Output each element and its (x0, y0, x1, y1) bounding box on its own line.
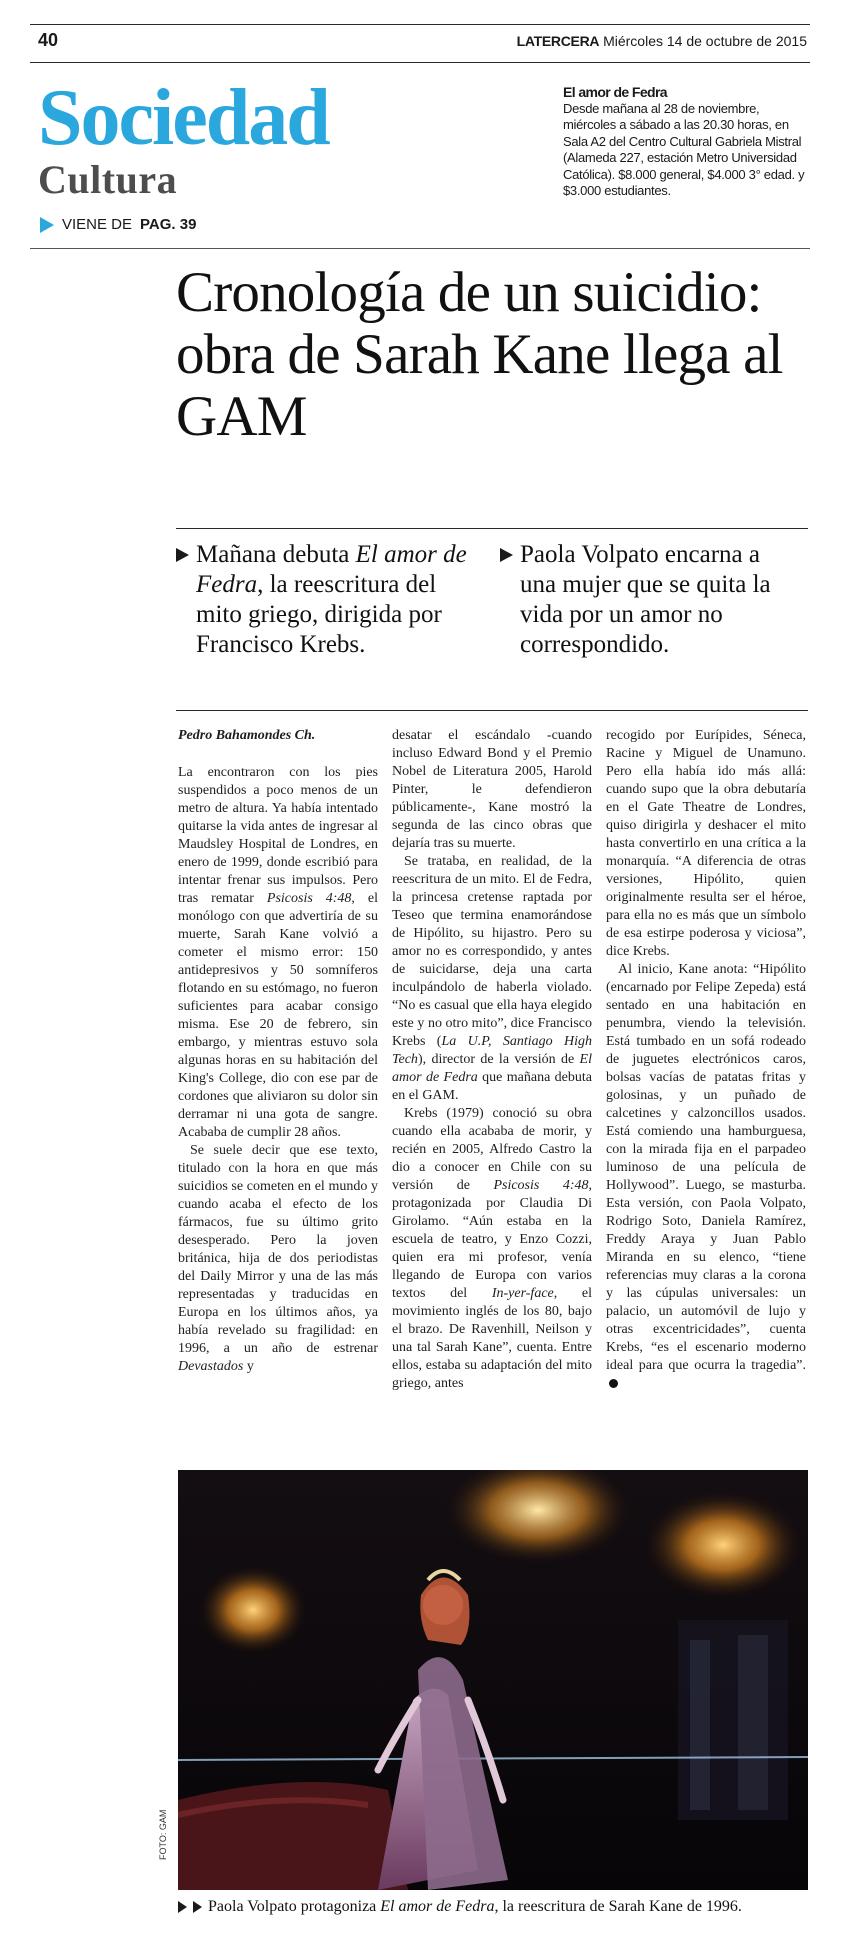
article-column-2 (392, 727, 592, 1393)
byline: Pedro Bahamondes Ch. (178, 728, 316, 743)
paragraph-1: La encontraron con los pies suspendidos a poco menos de un metro de altura. Ya había intentado quitarse la vida antes de ingresar al Maudsley Hospital de Londres, en enero de 1999, donde escribió para intentar frenar sus impulsos. Pero tras rematar Psicosis 4:48, el monólogo con que advertiría de su muerte, Sarah Kane volvió a cometer el mismo error: 150 antidepresivos y 50 somníferos flotando en su estómago, no fueron suficientes para acabar consigo misma. Ese 20 de febrero, sin embargo, y mientras estuvo sola algunas horas en su habitación del King's College, dio con ese par de cordones que aliviaron su dolor sin derramar ni una gota de sangre. Acababa de cumplir 28 años. (178, 765, 378, 1140)
caption-prefix: Paola Volpato protagoniza (208, 1898, 381, 1915)
photo-credit: FOTO: GAM (158, 1809, 168, 1860)
arrow-right-icon (193, 1901, 202, 1913)
caption-italic: El amor de Fedra (380, 1898, 495, 1915)
event-details: Desde mañana al 28 de noviembre, miércoles a sábado a las 20.30 horas, en Sala A2 del Centro Cultural Gabriela Mistral (Alameda 227, estación Metro Universidad Católica). $8.000 general, $4.000 3° edad. y $3.000 estudiantes. (563, 100, 805, 198)
deck-left (176, 540, 476, 660)
deck-top-rule (176, 528, 808, 529)
article-column-1 (178, 727, 378, 1376)
continued-from (40, 216, 196, 233)
paragraph-3: desatar el escándalo -cuando incluso Edward Bond y el Premio Nobel de Literatura 2005, Harold Pinter, le defendieron públicamente-, Kane mostró la segunda de las cinco obras que dejaría tras su muerte. (392, 728, 592, 851)
header-rule (30, 62, 810, 63)
masthead-date: Miércoles 14 de octubre de 2015 (603, 33, 807, 49)
paragraph-5: Krebs (1979) conoció su obra cuando ella acababa de morir, y recién en 2005, Alfredo Castro la dio a conocer en Chile con su versión de Psicosis 4:48, protagonizada por Claudia Di Girolamo. “Aún estaba en la escuela de teatro, y Enzo Cozzi, quien era mi profesor, venía llegando de Europa con varios textos del In-yer-face, el movimiento inglés de los 80, bajo el brazo. De Ravenhill, Neilson y una tal Sarah Kane”, cuenta. Entre ellos, estaba su adaptación del mito griego, antes (392, 1106, 592, 1391)
end-mark-icon (609, 1379, 618, 1388)
paragraph-4: Se trataba, en realidad, de la reescritura de un mito. El de Fedra, la princesa cretense raptada por Teseo que termina enamorándose de Hipólito, su hijastro. Pero su amor no es correspondido, y antes de suicidarse, deja una carta inculpándolo de haberla violado. “No es casual que ella haya elegido este y no otro mito”, dice Francisco Krebs (La U.P, Santiago High Tech), director de la versión de El amor de Fedra que mañana debuta en el GAM. (392, 854, 592, 1103)
caption-suffix: , la reescritura de Sarah Kane de 1996. (494, 1898, 742, 1915)
section-rule (30, 248, 810, 249)
deck-left-prefix: Mañana debuta (196, 541, 356, 568)
arrow-right-icon (178, 1901, 187, 1913)
paragraph-6: recogido por Eurípides, Séneca, Racine y Miguel de Unamuno. Pero ella había ido más allá: cuando supo que la obra debutaría en el Gate Theatre de Londres, quiso dirigirla y deshacer el mito hasta convertirlo en una crítica a la monarquía. “A diferencia de otras versiones, Hipólito, quien originalmente resulta ser el héroe, para ella no es más que un símbolo de esa estirpe poderosa y viciosa”, dice Krebs. (606, 728, 806, 959)
masthead-brand: LATERCERA (516, 33, 600, 49)
deck-right-text: Paola Volpato encarna a una mujer que se quita la vida por un amor no correspondido. (520, 541, 771, 658)
section-subtitle: Cultura (38, 157, 178, 202)
arrow-right-icon (176, 548, 189, 562)
deck-left-italic: El amor de Fedra (196, 541, 467, 598)
deck-left-suffix: , la reescritura del mito griego, dirigida por Francisco Krebs. (196, 571, 442, 658)
arrow-right-icon (500, 548, 513, 562)
event-title: El amor de Fedra (563, 84, 667, 100)
continued-label: VIENE DE (62, 216, 133, 233)
top-rule (30, 24, 810, 25)
stage-photo (178, 1470, 808, 1890)
continued-page: PAG. 39 (140, 216, 197, 233)
article-column-3 (606, 727, 806, 1393)
headline: Cronología de un suicidio: obra de Sarah Kane llega al GAM (176, 261, 783, 448)
photo-caption (178, 1898, 818, 1916)
stage-photo-illustration (178, 1470, 808, 1890)
play-arrow-icon (40, 217, 54, 233)
paragraph-7: Al inicio, Kane anota: “Hipólito (encarnado por Felipe Zepeda) está sentado en una habitación en penumbra, viendo la televisión. Está tumbado en un sofá rodeado de juguetes electrónicos caros, bolsas vacías de patatas fritas y golosinas, y un puñado de calcetines y calzoncillos usados. Está comiendo una hamburguesa, con la mirada fija en el parpadeo luminoso de una película de Hollywood”. Luego, se masturba. Esta versión, con Paola Volpato, Rodrigo Soto, Daniela Ramírez, Freddy Araya y Juan Pablo Miranda en su elenco, “tiene referencias muy claras a la corona y las cúpulas universales: un palacio, un automóvil de lujo y otras excentricidades”, cuenta Krebs, “es el escenario moderno ideal para que ocurra la tragedia”. (606, 961, 806, 1393)
masthead (517, 33, 807, 49)
page-number: 40 (38, 30, 59, 50)
paragraph-2: Se suele decir que ese texto, titulado con la hora en que más suicidios se cometen en el mundo y cuando acaba el efecto de los fármacos, fue su último grito desesperado. Pero la joven británica, hija de dos periodistas del Daily Mirror y una de las más representadas y traducidas en Europa en los últimos años, ya había revelado su fragilidad: en 1996, a un año de estrenar Devastados y (178, 1143, 378, 1374)
section-title: Sociedad (38, 74, 329, 162)
deck-right (500, 540, 800, 660)
deck-bottom-rule (176, 710, 808, 711)
event-info-box (563, 84, 808, 200)
